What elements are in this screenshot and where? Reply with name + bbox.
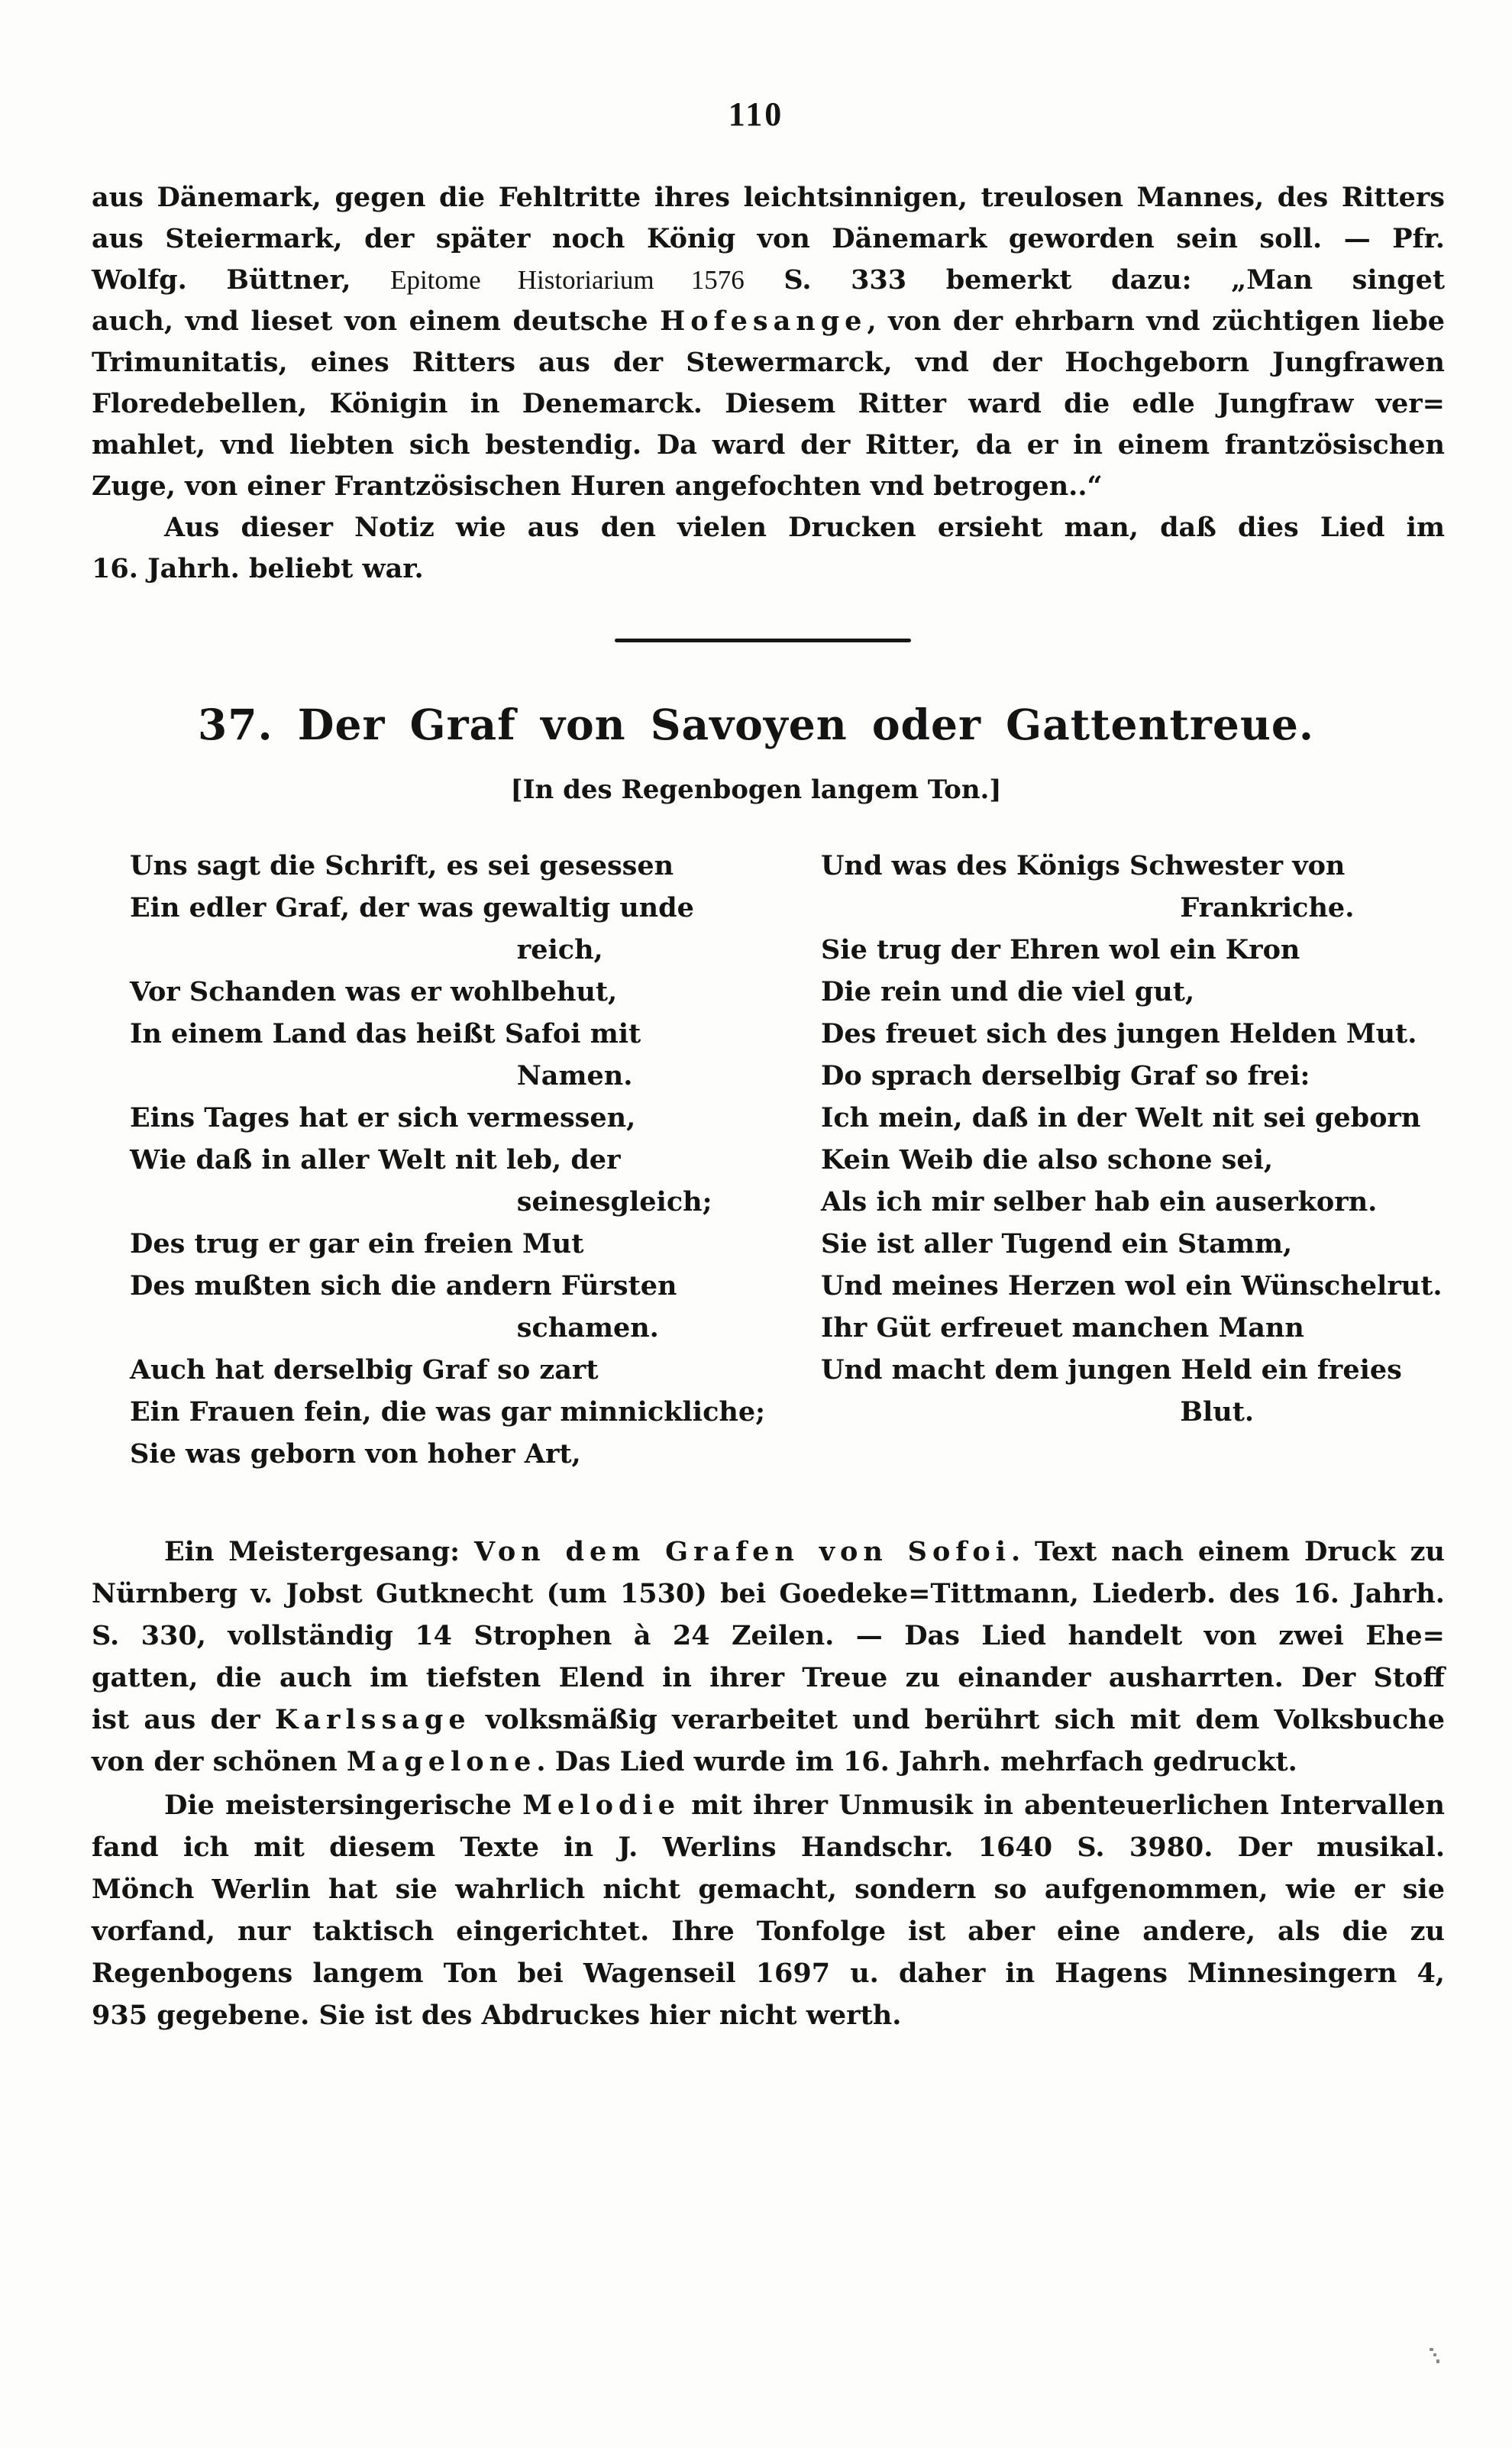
text-line: auch, vnd lieset von einem deutsche Hofesange, von der ehrbarn vnd züchtigen liebe	[92, 306, 1445, 337]
text-line: Und macht dem jungen Held ein freies	[821, 1354, 1402, 1386]
text-line: Die meistersingerische Melodie mit ihrer Unmusik in abenteuerlichen Intervallen	[164, 1790, 1445, 1821]
text-line: Als ich mir selber hab ein auserkorn.	[821, 1186, 1378, 1218]
text-line: Des freuet sich des jungen Helden Mut.	[821, 1018, 1417, 1049]
song-tune-direction: [In des Regenbogen langem Ton.]	[510, 774, 1002, 805]
text-line: In einem Land das heißt Safoi mit	[130, 1018, 641, 1049]
section-divider	[615, 639, 911, 642]
text-line: Trimunitatis, eines Ritters aus der Stewermarck, vnd der Hochgeborn Jungfrawen	[92, 347, 1445, 378]
text-line: Ein Frauen fein, die was gar minnickliche;	[130, 1396, 766, 1428]
text-line: Sie was geborn von hoher Art,	[130, 1438, 581, 1470]
verse-columns	[130, 845, 1462, 1475]
text-line: Auch hat derselbig Graf so zart	[130, 1354, 599, 1386]
text-line: aus Dänemark, gegen die Fehltritte ihres leichtsinnigen, treulosen Mannes, des Ritters	[92, 182, 1445, 213]
text-line: Do sprach derselbig Graf so frei:	[821, 1060, 1310, 1091]
song-title: 37. Der Graf von Savoyen oder Gattentreue.	[197, 700, 1315, 749]
text-line: Wie daß in aller Welt nit leb, der	[130, 1144, 621, 1175]
scan-artifact	[1436, 2359, 1439, 2363]
text-line: Und was des Königs Schwester von	[821, 850, 1346, 881]
text-line: fand ich mit diesem Texte in J. Werlins Handschr. 1640 S. 3980. Der musikal.	[92, 1832, 1445, 1863]
scan-artifact	[1430, 2348, 1433, 2351]
text-line: Sie trug der Ehren wol ein Kron	[821, 934, 1300, 965]
verse-column-left	[130, 845, 821, 1475]
text-line: mahlet, vnd liebten sich bestendig. Da ward der Ritter, da er in einem frantzösischen	[92, 429, 1445, 461]
text-line: Eins Tages hat er sich vermessen,	[130, 1102, 636, 1133]
text-line: Namen.	[516, 1060, 633, 1091]
text-line: Frankriche.	[1180, 892, 1355, 923]
text-line: S. 330, vollständig 14 Strophen à 24 Zeilen. — Das Lied handelt von zwei Ehe=	[92, 1620, 1445, 1651]
text-line: Ein Meistergesang: Von dem Grafen von Sofoi. Text nach einem Druck zu	[164, 1536, 1445, 1567]
text-line: reich,	[516, 934, 603, 965]
text-line: Kein Weib die also schone sei,	[821, 1144, 1274, 1175]
text-line: Ich mein, daß in der Welt nit sei geborn	[821, 1102, 1421, 1133]
text-line: gatten, die auch im tiefsten Elend in ihrer Treue zu einander ausharrten. Der Stoff	[92, 1662, 1445, 1693]
text-line: seinesgleich;	[516, 1186, 712, 1218]
text-line: Uns sagt die Schrift, es sei gesessen	[130, 850, 674, 881]
text-line: Aus dieser Notiz wie aus den vielen Drucken ersieht man, daß dies Lied im	[164, 512, 1445, 543]
text-line: Die rein und die viel gut,	[821, 976, 1195, 1007]
text-line: Vor Schanden was er wohlbehut,	[130, 976, 618, 1007]
text-line: Sie ist aller Tugend ein Stamm,	[821, 1228, 1293, 1260]
text-line: Ihr Güt erfreuet manchen Mann	[821, 1312, 1304, 1344]
text-line: Des mußten sich die andern Fürsten	[130, 1270, 677, 1302]
verse-column-right	[821, 845, 1462, 1475]
text-line: ist aus der Karlssage volksmäßig verarbeitet und berührt sich mit dem Volksbuche	[92, 1704, 1445, 1735]
text-line: von der schönen Magelone. Das Lied wurde im 16. Jahrh. mehrfach gedruckt.	[92, 1746, 1297, 1777]
intro-paragraph	[92, 177, 1445, 590]
commentary-paragraph-1	[92, 1531, 1445, 1783]
text-line: Floredebellen, Königin in Denemarck. Diesem Ritter ward die edle Jungfraw ver=	[92, 388, 1445, 419]
text-line: 16. Jahrh. beliebt war.	[92, 553, 424, 584]
text-line: Mönch Werlin hat sie wahrlich nicht gemacht, sondern so aufgenommen, wie er sie	[92, 1874, 1445, 1905]
page-number: 110	[728, 95, 784, 133]
text-line: vorfand, nur taktisch eingerichtet. Ihre Tonfolge ist aber eine andere, als die zu	[92, 1916, 1445, 1947]
text-line: Wolfg. Büttner, Epitome Historiarium 1576 S. 333 bemerkt dazu: „Man singet	[92, 264, 1445, 296]
text-line: Blut.	[1180, 1396, 1255, 1428]
text-line: schamen.	[516, 1312, 659, 1344]
commentary-paragraph-2	[92, 1784, 1445, 2036]
text-line: Nürnberg v. Jobst Gutknecht (um 1530) bei Goedeke=Tittmann, Liederb. des 16. Jahrh.	[92, 1578, 1445, 1609]
text-line: Und meines Herzen wol ein Wünschelrut.	[821, 1270, 1443, 1302]
scan-artifact	[1433, 2353, 1436, 2356]
text-line: Regenbogens langem Ton bei Wagenseil 1697 u. daher in Hagens Minnesingern 4,	[92, 1958, 1445, 1989]
text-line: 935 gegebene. Sie ist des Abdruckes hier nicht werth.	[92, 2000, 902, 2031]
text-line: Zuge, von einer Frantzösischen Huren angefochten vnd betrogen..“	[92, 471, 1103, 502]
text-line: aus Steiermark, der später noch König von Dänemark geworden sein soll. — Pfr.	[92, 223, 1445, 254]
text-line: Ein edler Graf, der was gewaltig unde	[130, 892, 694, 923]
text-line: Des trug er gar ein freien Mut	[130, 1228, 584, 1260]
